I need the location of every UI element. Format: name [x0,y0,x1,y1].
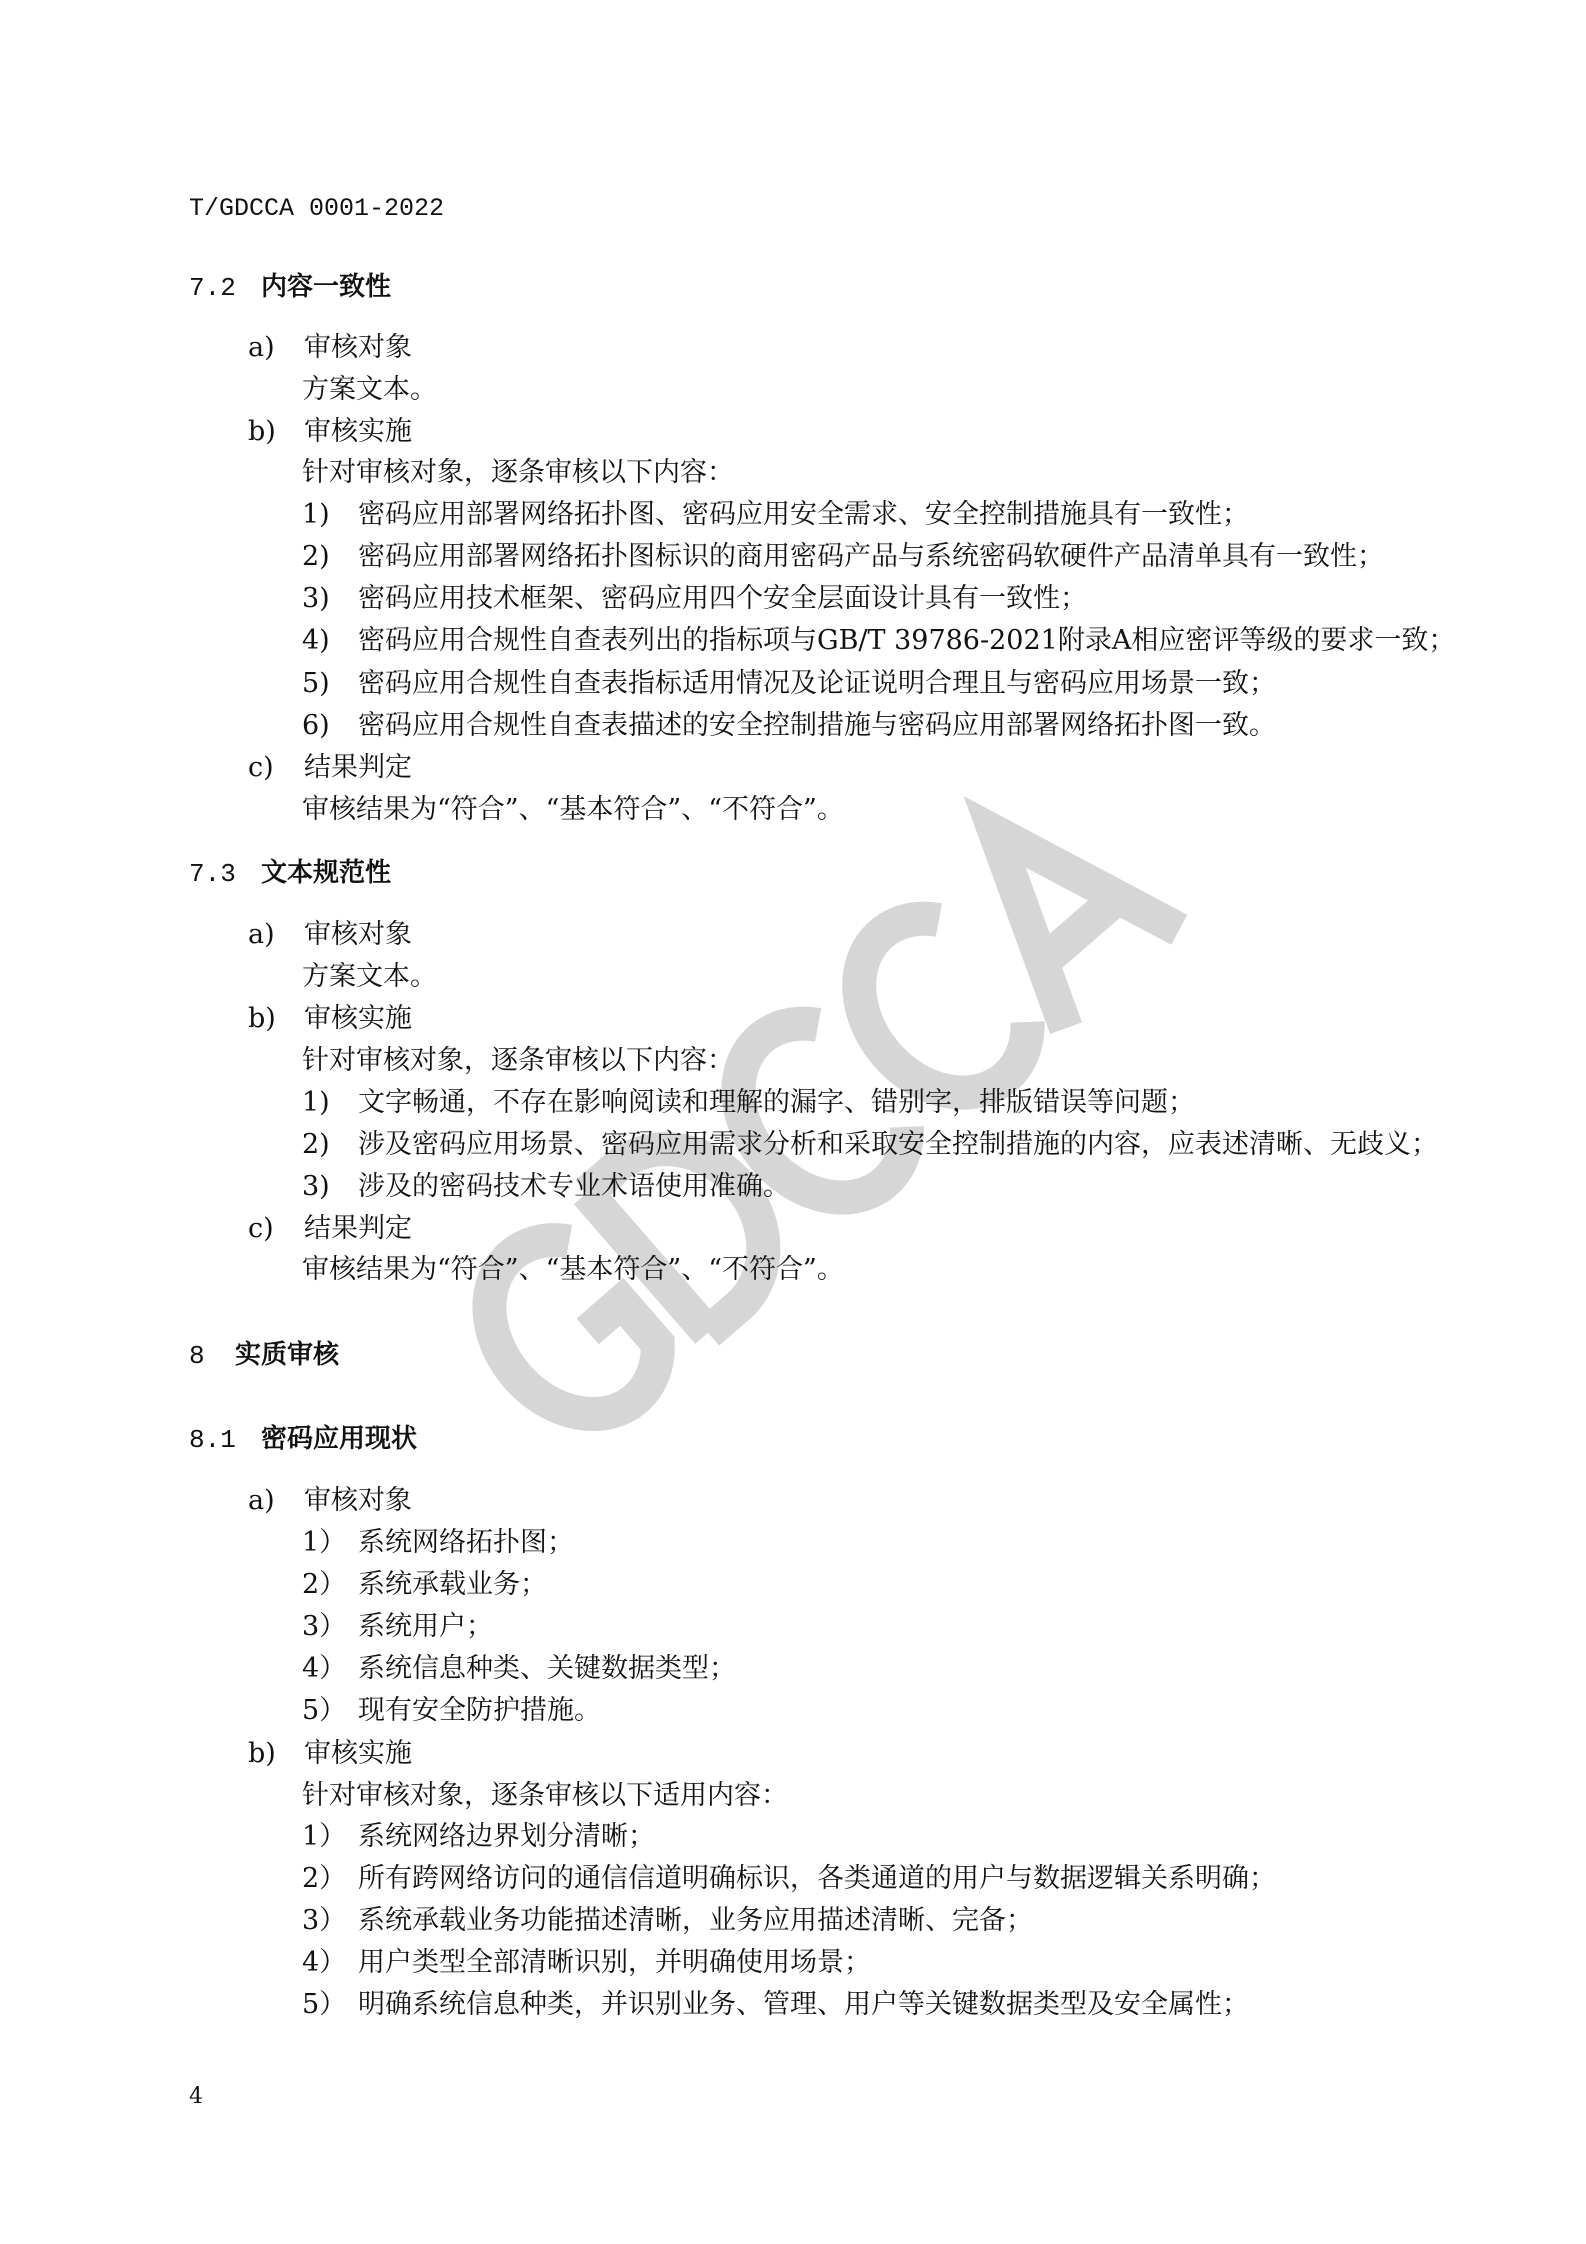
list-item [302,1170,790,1204]
list-text: 密码应用技术框架、密码应用四个安全层面设计具有一致性； [358,583,1087,614]
list-text: 系统承载业务功能描述清晰，业务应用描述清晰、完备； [358,1905,1033,1936]
list-text: 现有安全防护措施。 [358,1695,601,1726]
list-number: 1） [302,1527,347,1558]
item-label: a) [248,1485,275,1516]
section-number: 7.2 [189,273,236,303]
list-text: 系统信息种类、关键数据类型； [358,1653,736,1684]
item-b [248,1737,412,1771]
section-heading-7-2 [189,270,391,305]
list-number: 6) [302,710,330,741]
list-text: 密码应用合规性自查表描述的安全控制措施与密码应用部署网络拓扑图一致。 [358,710,1276,741]
item-title: 结果判定 [304,752,412,783]
item-label: a) [248,919,275,950]
item-title: 审核对象 [304,332,412,363]
section-title: 内容一致性 [261,272,392,302]
item-label: c) [248,1213,274,1244]
list-text: 明确系统信息种类，并识别业务、管理、用户等关键数据类型及安全属性； [358,1989,1249,2020]
section-number: 8.1 [189,1425,236,1455]
list-number: 1) [302,1087,330,1118]
list-text: 涉及的密码技术专业术语使用准确。 [358,1171,790,1202]
list-item [302,1862,1276,1896]
section-heading-8-1 [189,1422,417,1457]
section-title: 文本规范性 [261,858,392,888]
section-number: 7.3 [189,859,236,889]
list-item [302,624,1455,658]
list-number: 4) [302,625,330,656]
list-text: 系统用户； [358,1611,493,1642]
item-label: b) [248,1003,276,1034]
section-heading-8 [189,1338,339,1373]
list-number: 4） [302,1653,347,1684]
list-number: 3） [302,1905,347,1936]
list-number: 1) [302,499,330,530]
list-item [302,1128,1438,1162]
item-title: 审核实施 [304,416,412,447]
item-title: 审核实施 [304,1738,412,1769]
list-number: 2） [302,1863,347,1894]
list-item [302,1904,1033,1938]
list-number: 3） [302,1611,347,1642]
list-text: 密码应用部署网络拓扑图、密码应用安全需求、安全控制措施具有一致性； [358,499,1249,530]
item-title: 审核对象 [304,919,412,950]
paragraph: 针对审核对象，逐条审核以下内容： [302,1045,734,1076]
item-title: 结果判定 [304,1213,412,1244]
paragraph: 针对审核对象，逐条审核以下内容： [302,457,734,488]
item-a [248,918,412,952]
item-label: b) [248,416,276,447]
list-item [302,1568,547,1602]
list-number: 5） [302,1695,347,1726]
list-number: 5) [302,668,330,699]
list-number: 4） [302,1947,347,1978]
item-b [248,415,412,449]
item-c [248,1212,412,1246]
list-item [302,1086,1195,1120]
paragraph: 方案文本。 [302,374,437,405]
list-item [302,582,1087,616]
item-label: c) [248,752,274,783]
list-number: 3) [302,1171,330,1202]
item-label: a) [248,332,275,363]
document-header: T/GDCCA 0001-2022 [189,194,445,223]
list-text: 文字畅通，不存在影响阅读和理解的漏字、错别字，排版错误等问题； [358,1087,1195,1118]
list-number: 3) [302,583,330,614]
item-a [248,1484,412,1518]
list-item [302,667,1276,701]
item-title: 审核实施 [304,1003,412,1034]
list-text: 密码应用合规性自查表指标适用情况及论证说明合理且与密码应用场景一致； [358,668,1276,699]
section-number: 8 [189,1341,205,1371]
list-item [302,498,1249,532]
item-b [248,1002,412,1036]
paragraph: 方案文本。 [302,961,437,992]
section-title: 实质审核 [235,1340,340,1370]
list-item [302,1946,871,1980]
list-item [302,540,1384,574]
paragraph: 审核结果为“符合”、“基本符合”、“不符合”。 [302,794,844,825]
list-text: 密码应用部署网络拓扑图标识的商用密码产品与系统密码软硬件产品清单具有一致性； [358,541,1384,572]
list-number: 2) [302,541,330,572]
list-item [302,1820,655,1854]
item-label: b) [248,1738,276,1769]
list-item [302,709,1276,743]
paragraph: 针对审核对象，逐条审核以下适用内容： [302,1780,788,1811]
item-c [248,751,412,785]
section-heading-7-3 [189,856,391,891]
list-item [302,1526,574,1560]
item-a [248,331,412,365]
list-text: 系统承载业务； [358,1569,547,1600]
page-number: 4 [189,2084,203,2109]
list-number: 5） [302,1989,347,2020]
list-text: 用户类型全部清晰识别，并明确使用场景； [358,1947,871,1978]
list-number: 2） [302,1569,347,1600]
paragraph: 审核结果为“符合”、“基本符合”、“不符合”。 [302,1254,844,1285]
list-number: 2) [302,1129,330,1160]
list-text: 系统网络边界划分清晰； [358,1821,655,1852]
list-text: 系统网络拓扑图； [358,1527,574,1558]
list-text: 所有跨网络访问的通信信道明确标识，各类通道的用户与数据逻辑关系明确； [358,1863,1276,1894]
watermark-letter-a [938,783,1179,1029]
item-title: 审核对象 [304,1485,412,1516]
section-title: 密码应用现状 [261,1424,418,1454]
list-item [302,1694,601,1728]
list-item [302,1988,1249,2022]
list-item [302,1652,736,1686]
list-text: 涉及密码应用场景、密码应用需求分析和采取安全控制措施的内容，应表述清晰、无歧义； [358,1129,1438,1160]
list-text: 密码应用合规性自查表列出的指标项与GB/T 39786-2021附录A相应密评等级的要求一致； [358,625,1456,656]
list-number: 1） [302,1821,347,1852]
list-item [302,1610,493,1644]
